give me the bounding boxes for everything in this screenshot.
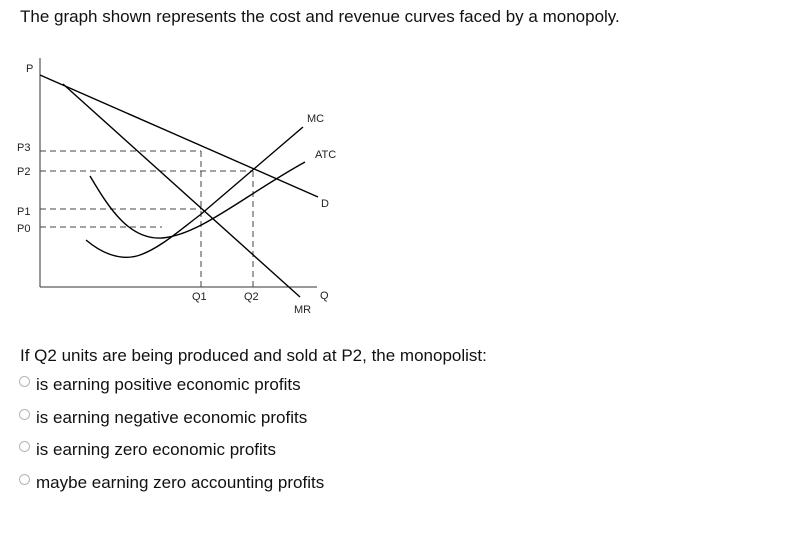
- question-title: The graph shown represents the cost and revenue curves faced by a monopoly.: [20, 7, 620, 26]
- demand-label: D: [321, 198, 329, 210]
- x-axis-label: Q: [320, 290, 329, 302]
- option-label: is earning zero economic profits: [36, 440, 277, 459]
- q2-label: Q2: [244, 291, 259, 303]
- question-text: If Q2 units are being produced and sold at P2, the monopolist:: [20, 346, 487, 365]
- option-label: is earning positive economic profits: [36, 375, 301, 394]
- answer-options: [19, 375, 324, 505]
- radio-button[interactable]: [19, 409, 30, 420]
- p2-label: P2: [17, 166, 31, 178]
- option-zero-profits[interactable]: [19, 440, 324, 473]
- atc-label: ATC: [315, 149, 337, 161]
- p0-label: P0: [17, 223, 31, 235]
- option-label: maybe earning zero accounting profits: [36, 472, 325, 492]
- option-label: is earning negative economic profits: [36, 407, 308, 427]
- option-negative-profits[interactable]: [19, 408, 324, 441]
- p1-label: P1: [17, 206, 31, 218]
- monopoly-graph: [0, 50, 360, 325]
- q1-label: Q1: [192, 291, 207, 303]
- mc-curve: [86, 127, 303, 257]
- option-positive-profits[interactable]: [19, 375, 324, 408]
- radio-button[interactable]: [19, 474, 30, 485]
- mr-label: MR: [294, 304, 312, 316]
- mc-label: MC: [307, 113, 325, 125]
- p3-label: P3: [17, 142, 31, 154]
- y-axis-label: P: [26, 63, 34, 75]
- option-zero-accounting-profits[interactable]: [19, 473, 324, 506]
- radio-button[interactable]: [19, 376, 30, 387]
- radio-button[interactable]: [19, 441, 30, 452]
